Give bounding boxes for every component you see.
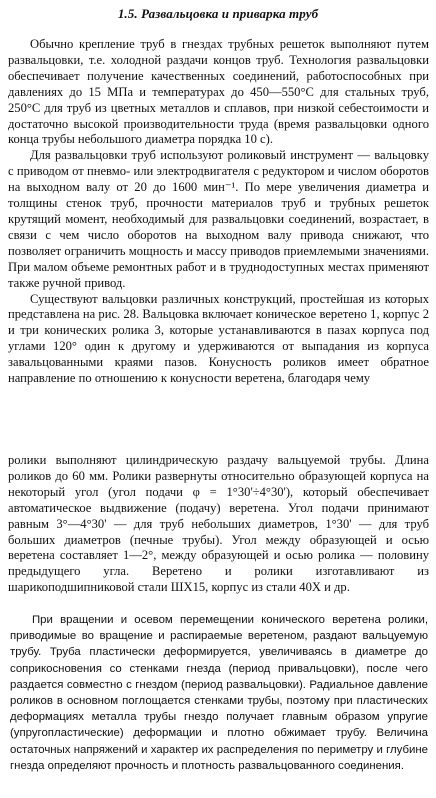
paragraph: Существуют вальцовки различных конструкций, простейшая из которых представлена на рис. 28. Вальцовка включает коническое веретено 1, корпус 2 и три конических ролика 3, которые устанавливаются в пазах корпуса под углами 120° один к другому и удерживаются от выпадания из корпуса завальцованными краями пазов. Конусность роликов имеет обратное направление по отношению к конусности веретена, благодаря чему xyxy=(8,291,429,386)
section-title: 1.5. Развальцовка и приварка труб xyxy=(117,6,319,21)
paragraph: При вращении и осевом перемещении конического веретена ролики, приводимые во вращение и распираемые веретеном, раздают вальцуемую трубу. Труба пластически деформируется, увеличиваясь в диаметре до соприкосновения со стенками гнезда (период привальцовки), после чего раздается совместно с гнездом (период развальцовки). Радиальное давление роликов в основном поглощается стенками трубы, поэтому при пластических деформациях металла трубы гнездо получает главным образом упругие (упругопластические) деформации и плотно обжимает трубу. Величина остаточных напряжений и характер их распределения по периметру и глубине гнезда определяют прочность и плотность развальцованного соединения. xyxy=(10,614,428,772)
text-block-middle xyxy=(8,453,429,596)
paragraph: Для развальцовки труб используют роликовый инструмент — вальцовку с приводом от пневмо- или электродвигателя с редуктором и числом оборотов на выходном валу от 20 до 1600 мин⁻¹. По мере увеличения диаметра и толщины стенок труб, прочности материалов труб и трубных решеток крутящий момент, необходимый для развальцовки соединений, возрастает, в связи с чем число оборотов на выходном валу привода снижают, что позволяет ограничить мощность и массу приводов приемлемыми значениями. При малом объеме ремонтных работ и в труднодоступных местах применяют также ручной привод. xyxy=(8,148,429,290)
paragraph: ролики выполняют цилиндрическую раздачу вальцуемой трубы. Длина роликов до 60 мм. Ролики развернуты относительно образующей корпуса на некоторый угол (угол подачи φ = 1°30'÷4°30'), который обеспечивает автоматическое выдвижение (подачу) веретена. Угол подачи принимают равным 3°—4°30' — для труб небольших диаметров, 1°30' — для труб больших диаметров (печные трубы). Угол между образующей и осью веретена составляет 1—2°, между образующей и осью ролика — половину предыдущего угла. Веретено и ролики изготавливают из шарикоподшипниковой стали ШХ15, корпус из стали 40Х и др. xyxy=(8,453,429,595)
paragraph: Обычно крепление труб в гнездах трубных решеток выполняют путем развальцовки, т.е. холодной раздачи концов труб. Технология развальцовки обеспечивает получение качественных соединений, работоспособных при давлениях до 15 МПа и температурах до 450—550°С для стальных труб, 250°С для труб из цветных металлов и сплавов, при низкой себестоимости и достаточно высокой производительности труда (время развальцовки одного конца трубы небольшого диаметра порядка 10 с). xyxy=(8,37,429,147)
text-block-bottom xyxy=(10,612,428,774)
text-block-top xyxy=(8,37,429,387)
